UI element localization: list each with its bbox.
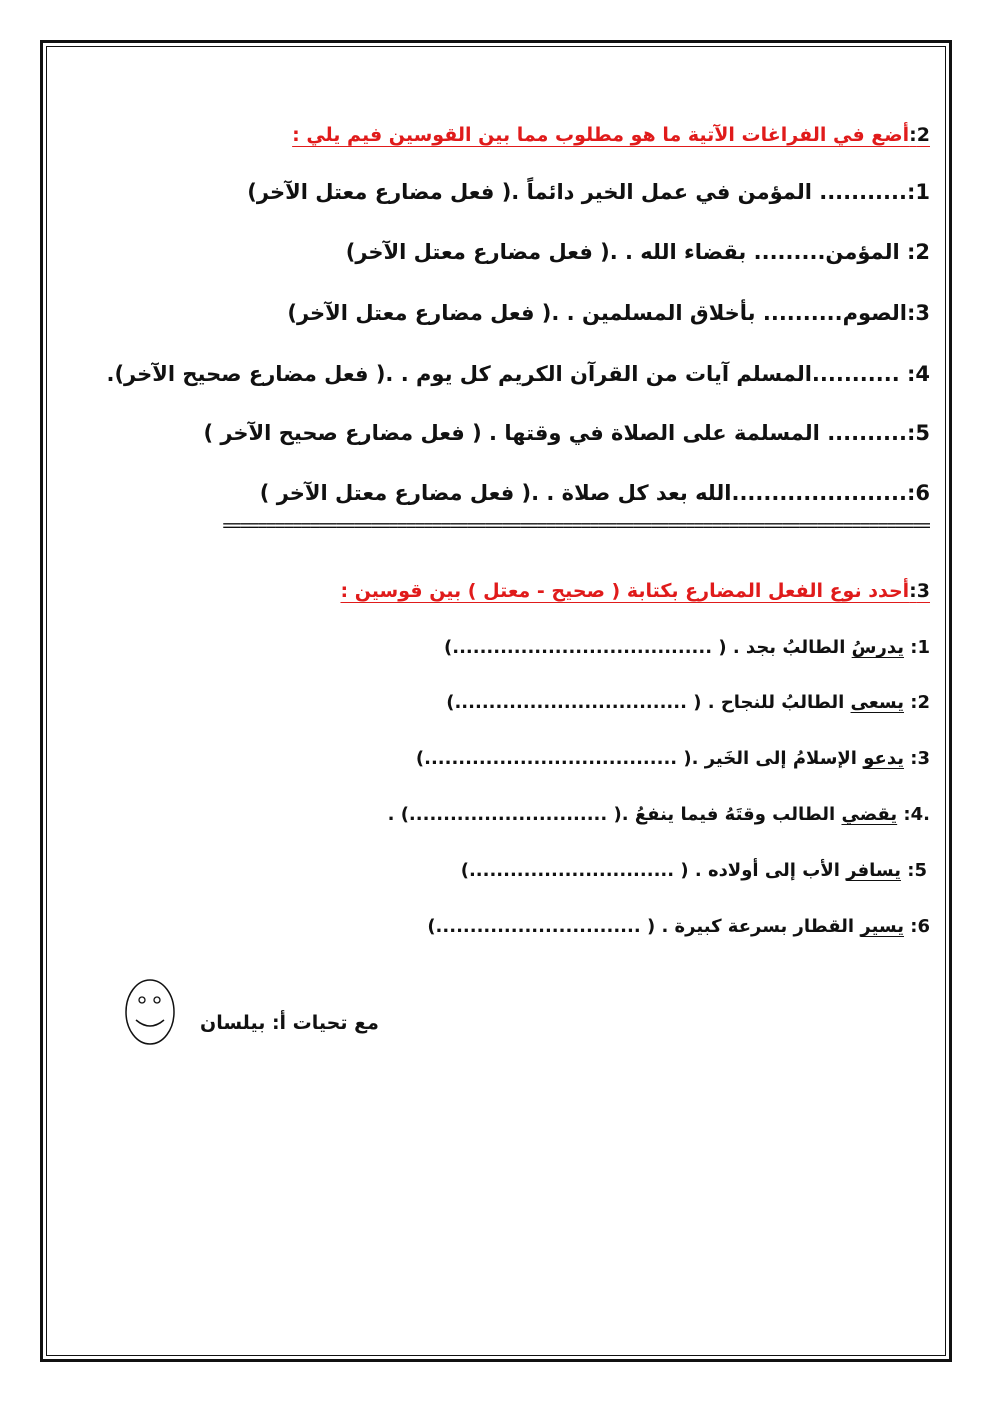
smiley-face-icon	[124, 978, 176, 1046]
item-text: الإسلامُ إلى الخَير .( .....................................)	[415, 748, 864, 769]
section2-title: أضع في الفراغات الآتية ما هو مطلوب مما بين القوسين فيم يلي :	[292, 124, 910, 146]
item-text: القطار بسرعة كبيرة . ( ..............................)	[427, 916, 861, 937]
section2-item-4: 4: ...........المسلم آيات من القرآن الكريم كل يوم . .( فعل مضارع صحيح الآخر).	[106, 362, 930, 386]
section2-item-6: 6:......................الله بعد كل صلاة . .( فعل مضارع معتل الآخر )	[259, 481, 930, 505]
section3-heading	[340, 580, 930, 602]
item-verb: يسير	[860, 916, 904, 937]
section3-item-2	[446, 692, 930, 713]
item-verb: يسعى	[850, 692, 904, 713]
item-number: 1:	[904, 637, 930, 658]
item-number: 3:	[904, 748, 930, 769]
separator-line: =================================================================================	[222, 516, 930, 536]
section2-item-2: 2: المؤمن......... بقضاء الله . .( فعل مضارع معتل الآخر)	[345, 240, 930, 264]
item-number: .4:	[897, 804, 930, 825]
item-verb: يقضي	[841, 804, 898, 825]
section3-item-1	[444, 637, 930, 658]
section3-item-4	[388, 804, 930, 825]
item-text: الطالبُ بجد . ( ......................................)	[444, 637, 852, 658]
section3-item-6	[427, 916, 930, 937]
item-verb: يدرسُ	[851, 637, 904, 658]
item-number: 2:	[904, 692, 930, 713]
section2-item-3: 3:الصوم.......... بأخلاق المسلمين . .( فعل مضارع معتل الآخر)	[287, 301, 930, 325]
item-text: الطالب وقتَهُ فيما ينفعُ .( .............................) .	[387, 804, 842, 825]
section2-number: 2:	[909, 124, 930, 146]
section2-item-5: 5:.......... المسلمة على الصلاة في وقتها . ( فعل مضارع صحيح الآخر )	[203, 421, 930, 445]
section3-item-3	[416, 748, 930, 769]
item-number: 5:	[901, 860, 927, 881]
section2-heading	[292, 124, 930, 146]
item-text: الطالبُ للنجاح . ( ..................................)	[446, 692, 851, 713]
item-number: 6:	[904, 916, 930, 937]
item-text: الأب إلى أولاده . ( ..............................)	[460, 860, 847, 881]
item-verb: يدعو	[863, 748, 904, 769]
section3-title: أحدد نوع الفعل المضارع بكتابة ( صحيح - معتل ) بين قوسين :	[340, 580, 910, 602]
item-verb: يسافر	[846, 860, 901, 881]
section2-item-1: 1:........... المؤمن في عمل الخير دائماً .( فعل مضارع معتل الآخر)	[247, 180, 930, 204]
section3-item-5	[461, 860, 927, 881]
section3-number: 3:	[909, 580, 930, 602]
signature: مع تحيات أ: بيلسان	[200, 1012, 379, 1034]
